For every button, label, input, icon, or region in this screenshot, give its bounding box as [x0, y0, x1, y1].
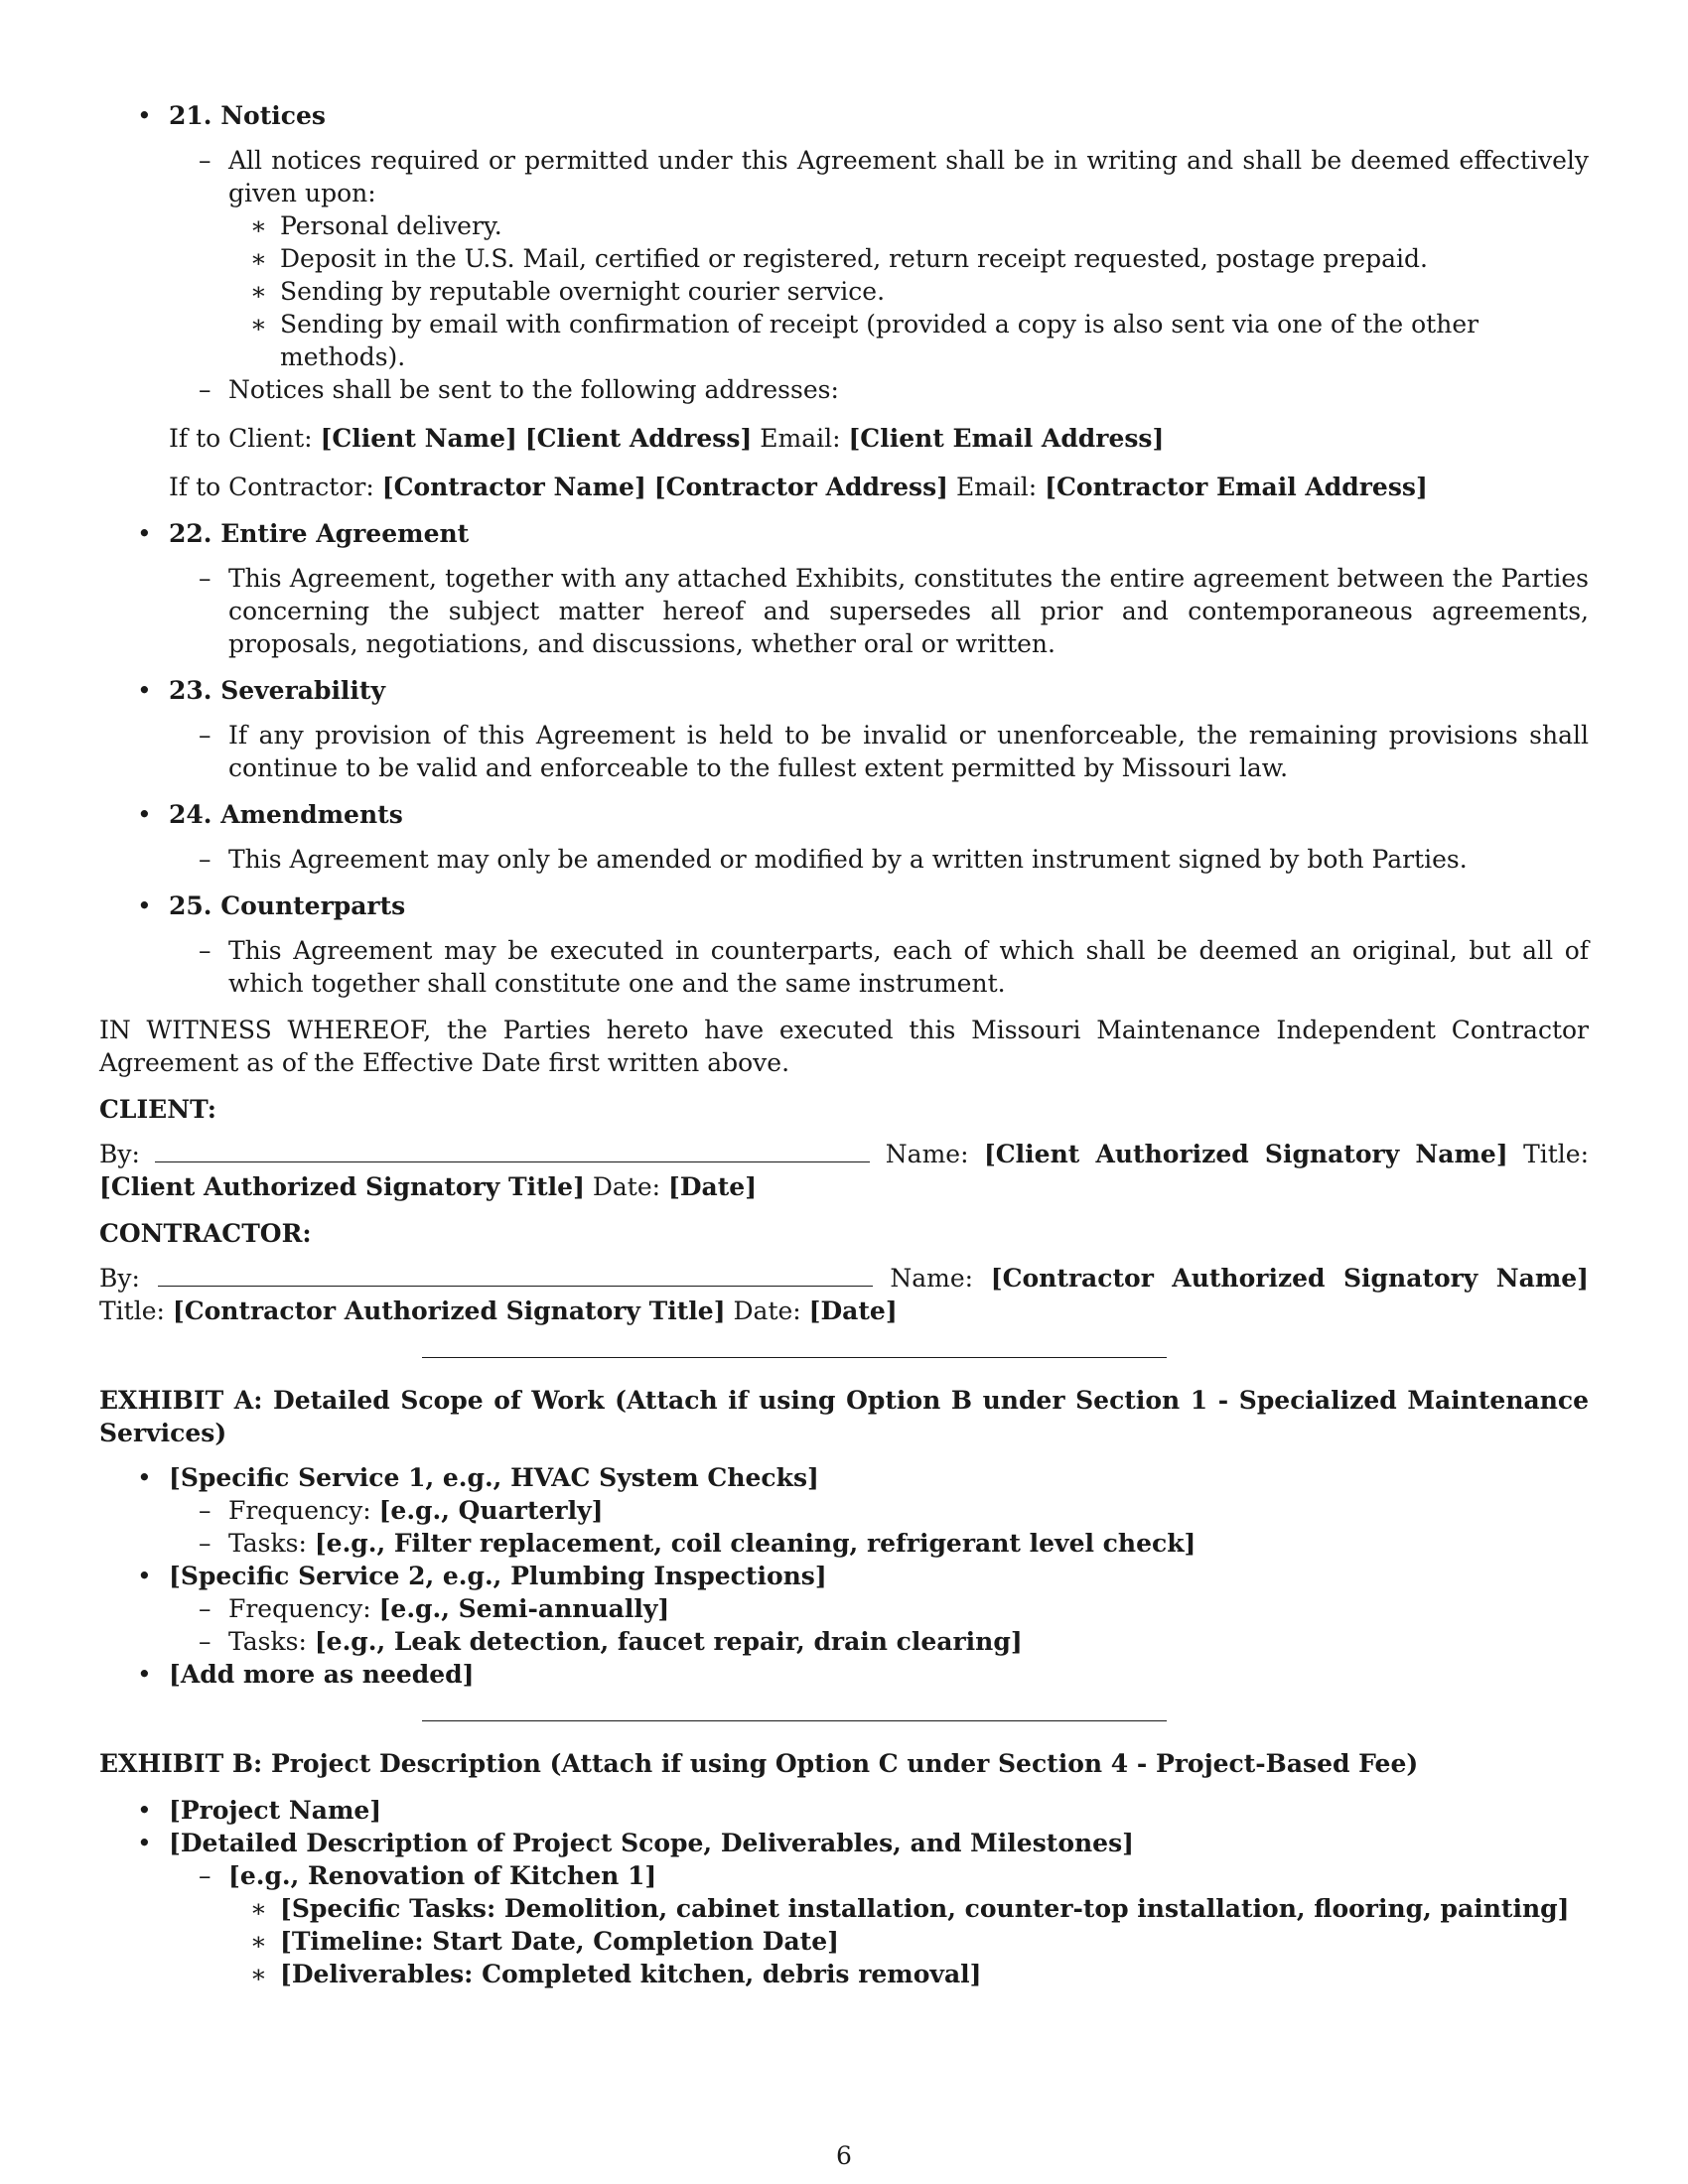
section-25-text: – This Agreement may be executed in counterparts, each of which shall be deemed an original, but all of which together shall constitute one and the same instrument. [99, 934, 1589, 1000]
section-23-text: – If any provision of this Agreement is held to be invalid or unenforceable, the remaining provisions shall continue to be valid and enforceable to the fullest extent permitted by Missouri law. [99, 719, 1589, 784]
section-23 [99, 674, 1589, 784]
name-label: Name: [885, 1140, 969, 1168]
frequency-label: Frequency: [228, 1496, 371, 1525]
client-address: [Client Address] [524, 424, 753, 453]
contractor-prefix: If to Contractor: [169, 473, 374, 501]
service2-frequency: [e.g., Semi-annually] [378, 1594, 670, 1623]
list-item [99, 1592, 1589, 1625]
section-22-title: • 22. Entire Agreement [99, 517, 1589, 550]
contractor-address: [Contractor Address] [653, 473, 948, 501]
section-22-text: – This Agreement, together with any attached Exhibits, constitutes the entire agreement between the Parties concerning the subject matter hereof and supersedes all prior and contemporaneous agreements, proposals, negotiations, and discussions, whether oral or written. [99, 562, 1589, 660]
contractor-signature-block [99, 1262, 1589, 1327]
client-sig-label: CLIENT: [99, 1095, 217, 1124]
list-item: • [Project Name] [99, 1794, 1589, 1827]
divider [422, 1720, 1167, 1721]
witness-paragraph: IN WITNESS WHEREOF, the Parties hereto have executed this Missouri Maintenance Independent Contractor Agreement as of the Effective Date first written above. [99, 1016, 1589, 1077]
section-25-title: • 25. Counterparts [99, 889, 1589, 922]
service2-tasks: [e.g., Leak detection, faucet repair, drain clearing] [314, 1627, 1023, 1656]
section-21 [99, 99, 1589, 503]
exhibit-a-heading: EXHIBIT A: Detailed Scope of Work (Attach if using Option B under Section 1 - Specialized Maintenance Services) [99, 1386, 1589, 1447]
name-label: Name: [890, 1264, 974, 1293]
notice-method: ∗ Personal delivery. [99, 209, 1589, 242]
section-24-title: • 24. Amendments [99, 798, 1589, 831]
tasks-label: Tasks: [228, 1627, 307, 1656]
contractor-address-line [99, 471, 1589, 503]
contractor-sig-label: CONTRACTOR: [99, 1219, 312, 1248]
service1-tasks: [e.g., Filter replacement, coil cleaning, refrigerant level check] [314, 1529, 1196, 1558]
list-item: • [Specific Service 1, e.g., HVAC System Checks] [99, 1461, 1589, 1494]
frequency-label: Frequency: [228, 1594, 371, 1623]
list-item [99, 1625, 1589, 1658]
section-23-title: • 23. Severability [99, 674, 1589, 707]
list-item: • [Detailed Description of Project Scope, Deliverables, and Milestones] [99, 1827, 1589, 1859]
section-24-text: – This Agreement may only be amended or modified by a written instrument signed by both Parties. [99, 843, 1589, 876]
list-item: ∗ [Deliverables: Completed kitchen, debris removal] [99, 1958, 1589, 1990]
list-item: ∗ [Specific Tasks: Demolition, cabinet installation, counter-top installation, flooring, painting] [99, 1892, 1589, 1925]
section-24 [99, 798, 1589, 876]
notices-addresses-intro: – Notices shall be sent to the following addresses: [99, 373, 1589, 406]
contractor-name: [Contractor Name] [381, 473, 646, 501]
contractor-date: [Date] [808, 1297, 898, 1325]
email-label: Email: [955, 473, 1038, 501]
list-item: • [Specific Service 2, e.g., Plumbing Inspections] [99, 1560, 1589, 1592]
list-item [99, 1494, 1589, 1527]
client-signature-line[interactable] [155, 1140, 870, 1162]
client-name: [Client Name] [320, 424, 517, 453]
section-21-title: • 21. Notices [99, 99, 1589, 132]
list-item: ∗ [Timeline: Start Date, Completion Date] [99, 1925, 1589, 1958]
service1-frequency: [e.g., Quarterly] [378, 1496, 604, 1525]
client-signature-block [99, 1138, 1589, 1203]
notice-method: ∗ Sending by reputable overnight courier service. [99, 275, 1589, 308]
contractor-signatory-title: [Contractor Authorized Signatory Title] [172, 1297, 726, 1325]
tasks-label: Tasks: [228, 1529, 307, 1558]
list-item: – [e.g., Renovation of Kitchen 1] [99, 1859, 1589, 1892]
client-address-line [99, 422, 1589, 455]
contractor-signature-line[interactable] [158, 1264, 873, 1287]
contractor-email: [Contractor Email Address] [1045, 473, 1428, 501]
by-label: By: [99, 1140, 140, 1168]
exhibit-b-list [99, 1794, 1589, 1990]
exhibit-a-list [99, 1461, 1589, 1691]
list-item: • [Add more as needed] [99, 1658, 1589, 1691]
page-content [99, 99, 1589, 1990]
exhibit-b-heading: EXHIBIT B: Project Description (Attach if using Option C under Section 4 - Project-Based Fee) [99, 1749, 1419, 1778]
notices-intro: – All notices required or permitted under this Agreement shall be in writing and shall be deemed effectively given upon: [99, 144, 1589, 209]
contractor-signatory-name: [Contractor Authorized Signatory Name] [990, 1264, 1590, 1293]
client-signatory-title: [Client Authorized Signatory Title] [99, 1172, 585, 1201]
notice-method: ∗ Sending by email with confirmation of receipt (provided a copy is also sent via one of the other methods). [99, 308, 1589, 373]
date-label: Date: [733, 1297, 801, 1325]
notice-method: ∗ Deposit in the U.S. Mail, certified or registered, return receipt requested, postage prepaid. [99, 242, 1589, 275]
date-label: Date: [592, 1172, 661, 1201]
title-label: Title: [99, 1297, 165, 1325]
client-email: [Client Email Address] [848, 424, 1165, 453]
client-prefix: If to Client: [169, 424, 313, 453]
title-label: Title: [1523, 1140, 1590, 1168]
divider [422, 1357, 1167, 1358]
list-item [99, 1527, 1589, 1560]
page-number: 6 [836, 2141, 852, 2170]
email-label: Email: [760, 424, 841, 453]
section-25 [99, 889, 1589, 1000]
section-22 [99, 517, 1589, 660]
by-label: By: [99, 1264, 140, 1293]
client-signatory-name: [Client Authorized Signatory Name] [983, 1140, 1508, 1168]
client-date: [Date] [668, 1172, 758, 1201]
